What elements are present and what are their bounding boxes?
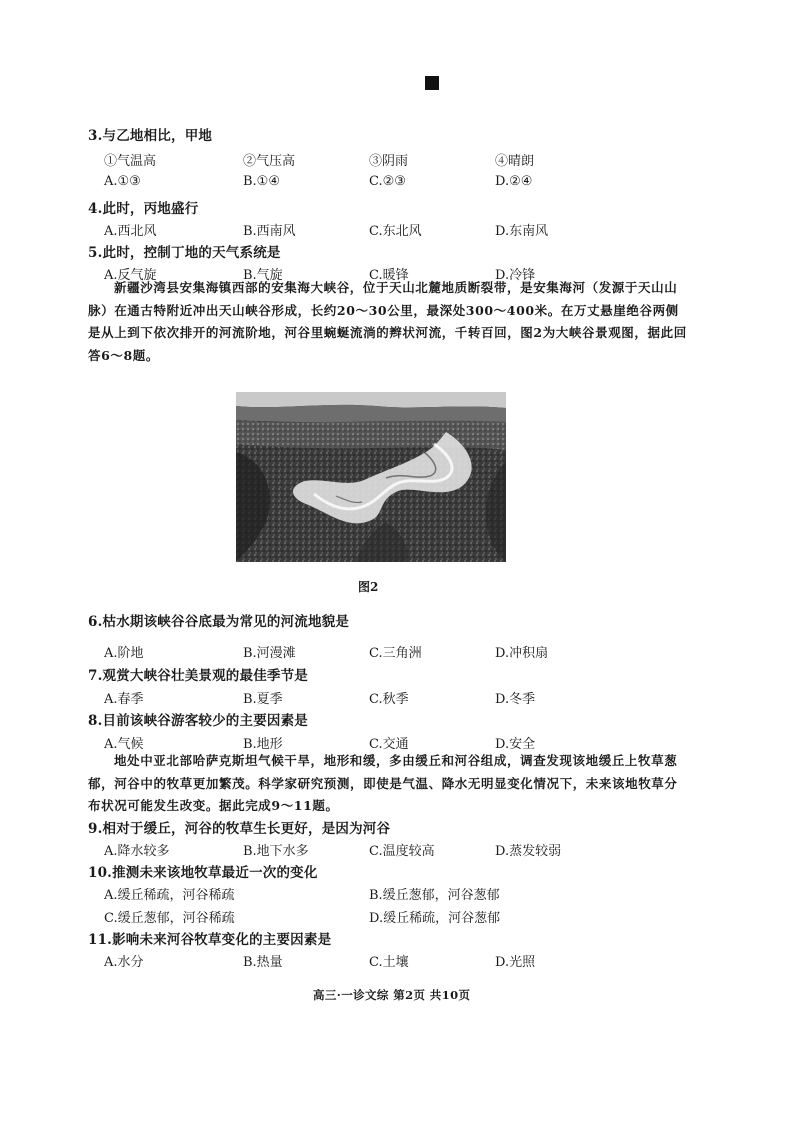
q5-option-a: A.反气旋 <box>104 268 157 283</box>
q11-option-b: B.热量 <box>243 955 283 970</box>
q6-option-b: B.河漫滩 <box>243 646 296 661</box>
q3-option-b: B.①④ <box>243 174 280 189</box>
page-footer: 高三·一诊文综 第2页 共10页 <box>313 988 471 1002</box>
question-10-stem: 10.推测未来该地牧草最近一次的变化 <box>88 865 318 881</box>
figure-caption: 图2 <box>358 580 379 594</box>
q9-option-d: D.蒸发较弱 <box>495 844 562 859</box>
q7-option-a: A.春季 <box>104 692 144 707</box>
q9-option-c: C.温度较高 <box>369 844 435 859</box>
question-7-stem: 7.观赏大峡谷壮美景观的最佳季节是 <box>88 668 308 684</box>
canyon-photo-illustration <box>236 392 506 562</box>
q3-option-c: C.②③ <box>369 174 406 189</box>
question-9-stem: 9.相对于缓丘，河谷的牧草生长更好，是因为河谷 <box>88 821 391 837</box>
q8-option-d: D.安全 <box>495 737 536 752</box>
q7-option-b: B.夏季 <box>243 692 283 707</box>
q6-option-c: C.三角洲 <box>369 646 422 661</box>
q10-option-a: A.缓丘稀疏，河谷稀疏 <box>104 888 235 903</box>
q9-option-b: B.地下水多 <box>243 844 309 859</box>
q3-option-d: D.②④ <box>495 174 533 189</box>
q6-option-a: A.阶地 <box>104 646 144 661</box>
q3-item-2: ②气压高 <box>243 154 296 169</box>
question-6-stem: 6.枯水期该峡谷谷底最为常见的河流地貌是 <box>88 614 350 630</box>
passage-kazakhstan: 地处中亚北部哈萨克斯坦气候干旱，地形和缓，多由缓丘和河谷组成，调查发现该地缓丘上牧草葱郁，河谷中的牧草更加繁茂。科学家研究预测，即使是气温、降水无明显变化情况下，未来该地牧草分布状况可能发生改变。据此完成9～11题。 <box>88 753 678 813</box>
q11-option-d: D.光照 <box>495 955 536 970</box>
q11-option-a: A.水分 <box>104 955 144 970</box>
q10-option-c: C.缓丘葱郁，河谷稀疏 <box>104 911 235 926</box>
q8-option-c: C.交通 <box>369 737 409 752</box>
canyon-landscape-photo <box>236 392 506 562</box>
question-5-stem: 5.此时，控制丁地的天气系统是 <box>88 245 281 261</box>
q8-option-a: A.气候 <box>104 737 144 752</box>
q7-option-d: D.冬季 <box>495 692 536 707</box>
question-11-stem: 11.影响未来河谷牧草变化的主要因素是 <box>88 932 332 948</box>
q9-option-a: A.降水较多 <box>104 844 170 859</box>
q4-option-d: D.东南风 <box>495 224 549 239</box>
q3-option-a: A.①③ <box>104 174 141 189</box>
q4-option-b: B.西南风 <box>243 224 296 239</box>
question-4-stem: 4.此时，丙地盛行 <box>88 201 199 217</box>
q6-option-d: D.冲积扇 <box>495 646 549 661</box>
question-3-stem: 3.与乙地相比，甲地 <box>88 128 213 144</box>
q8-option-b: B.地形 <box>243 737 283 752</box>
q3-item-3: ③阴雨 <box>369 154 409 169</box>
q5-option-c: C.暖锋 <box>369 268 409 283</box>
q4-option-a: A.西北风 <box>104 224 157 239</box>
passage-canyon: 新疆沙湾县安集海镇西部的安集海大峡谷，位于天山北麓地质断裂带，是安集海河（发源于天山山脉）在通古特附近冲出天山峡谷形成，长约20～30公里，最深处300～400米。在万丈悬崖绝谷两侧是从上到下依次排开的河流阶地，河谷里蜿蜒流淌的辫状河流，千转百回，图2为大峡谷景观图，据此回答6～8题。 <box>88 280 687 363</box>
registration-mark <box>425 76 439 90</box>
q10-option-d: D.缓丘稀疏，河谷葱郁 <box>369 911 501 926</box>
q11-option-c: C.土壤 <box>369 955 409 970</box>
q3-item-4: ④晴朗 <box>495 154 535 169</box>
q10-option-b: B.缓丘葱郁，河谷葱郁 <box>369 888 500 903</box>
question-8-stem: 8.目前该峡谷游客较少的主要因素是 <box>88 713 308 729</box>
q3-item-1: ①气温高 <box>104 154 157 169</box>
q7-option-c: C.秋季 <box>369 692 409 707</box>
q5-option-b: B.气旋 <box>243 268 283 283</box>
q4-option-c: C.东北风 <box>369 224 422 239</box>
q5-option-d: D.冷锋 <box>495 268 536 283</box>
